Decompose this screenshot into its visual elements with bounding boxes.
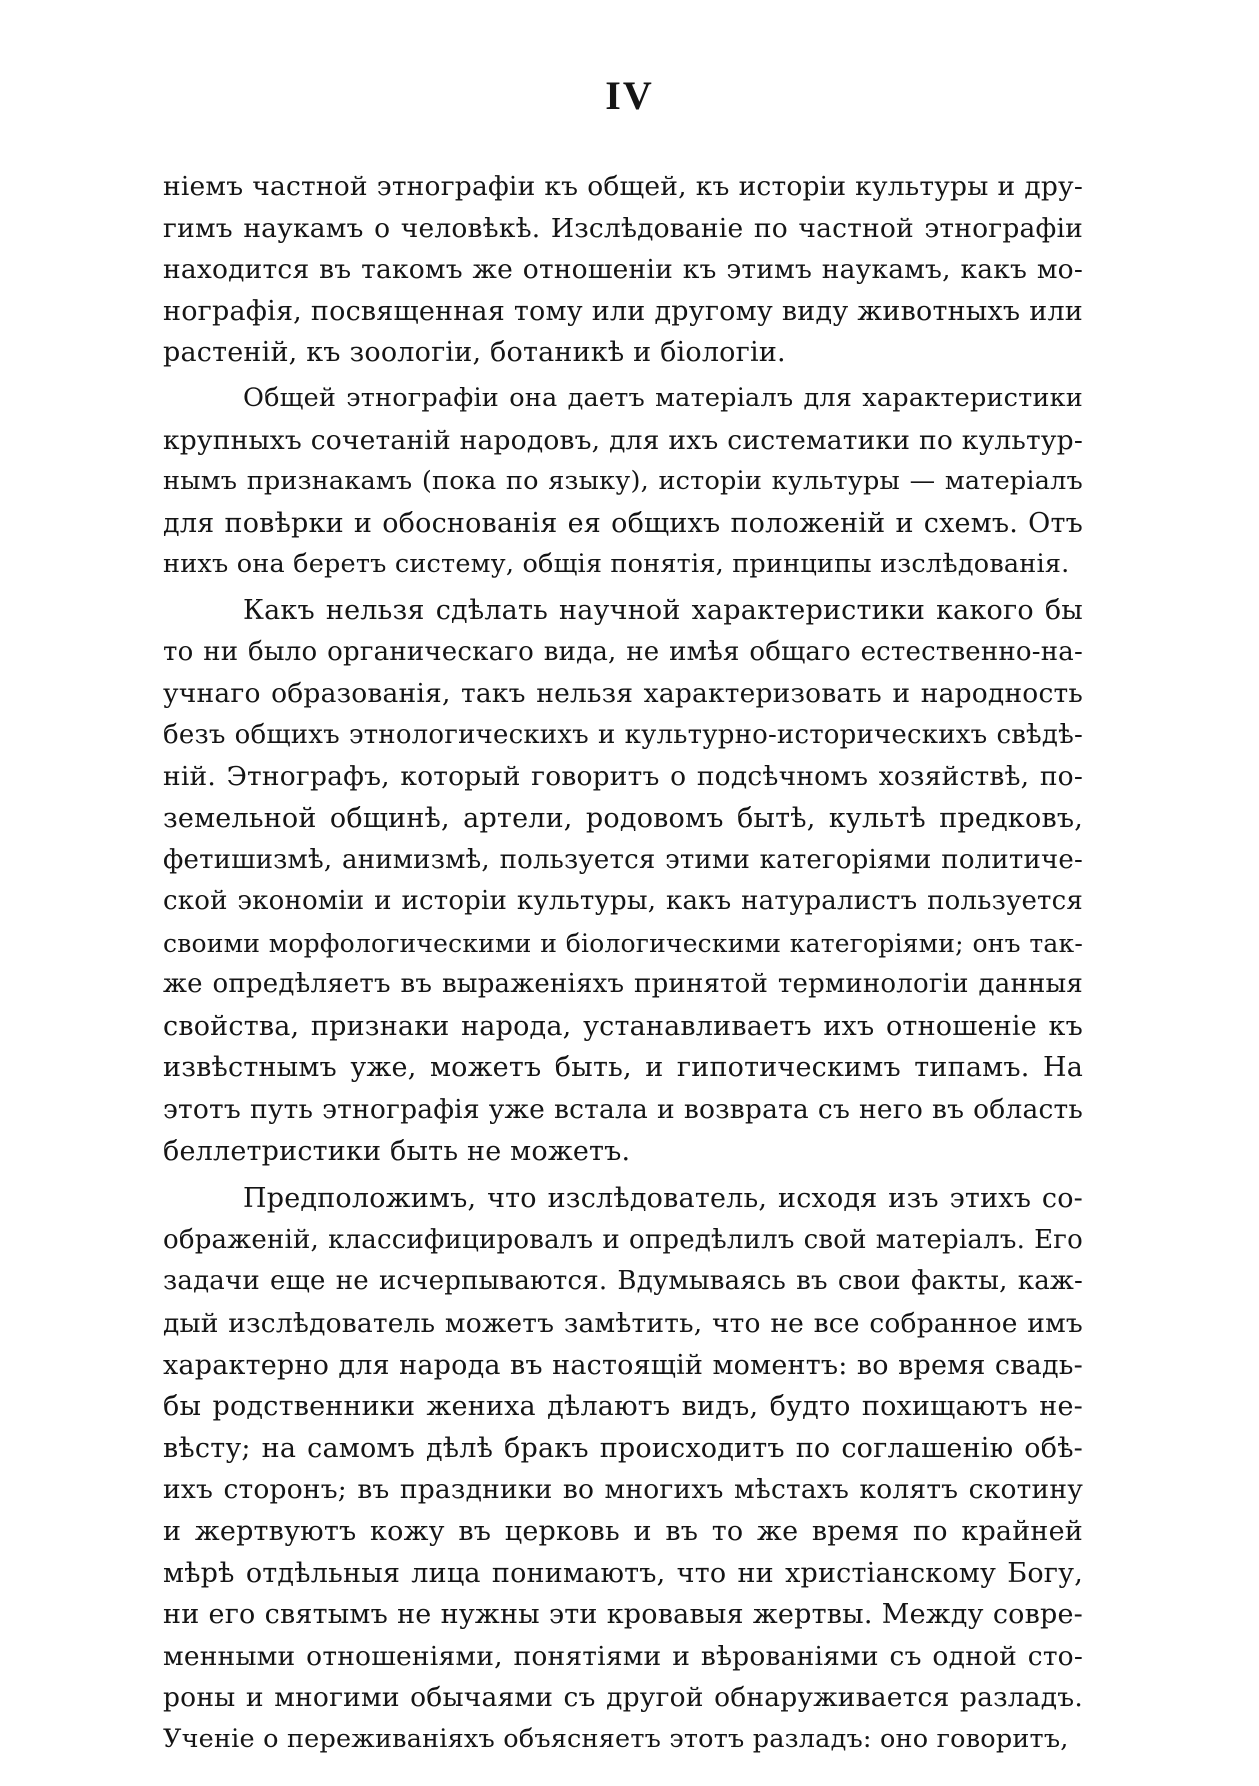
text-line: роны и многими обычаями съ другой обнаруживается разладъ.	[163, 1682, 1083, 1714]
text-line: свойства, признаки народа, устанавливаетъ ихъ отношеніе къ	[163, 1010, 1083, 1042]
paragraph	[163, 1178, 1083, 1760]
text-line: своими морфологическими и біологическими категоріями; онъ так-	[163, 928, 1083, 958]
text-line: растеній, къ зоологіи, ботаникѣ и біологіи.	[163, 337, 786, 369]
text-line: ской экономіи и исторіи культуры, какъ натуралистъ пользуется	[163, 886, 1083, 917]
text-line: ихъ сторонъ; въ праздники во многихъ мѣстахъ колятъ скотину	[163, 1474, 1083, 1506]
text-line: Предположимъ, что изслѣдователь, исходя изъ этихъ со-	[243, 1183, 1083, 1215]
text-line: земельной общинѣ, артели, родовомъ бытѣ, культѣ предковъ,	[163, 802, 1083, 834]
paragraph	[163, 378, 1083, 586]
text-line: мѣрѣ отдѣльныя лица понимаютъ, что ни христіанскому Богу,	[163, 1557, 1083, 1589]
text-line: этотъ путь этнографія уже встала и возврата съ него въ область	[163, 1094, 1083, 1126]
text-line: и жертвуютъ кожу въ церковь и въ то же время по крайней	[163, 1516, 1083, 1547]
text-line: ній. Этнографъ, который говоритъ о подсѣчномъ хозяйствѣ, по-	[163, 761, 1083, 793]
text-line: нографія, посвященная тому или другому виду животныхъ или	[163, 295, 1083, 327]
text-line: бы родственники жениха дѣлаютъ видъ, будто похищаютъ не-	[163, 1391, 1083, 1423]
text-line: Общей этнографіи она даетъ матеріалъ для характеристики	[243, 382, 1083, 413]
text-line: ни его святымъ не нужны эти кровавыя жертвы. Между совре-	[163, 1599, 1083, 1631]
paragraph	[163, 166, 1083, 374]
body-text	[163, 166, 1083, 1761]
text-line: характерно для народа въ настоящій моментъ: во время свадь-	[163, 1349, 1083, 1381]
text-line: ніемъ частной этнографіи къ общей, къ исторіи культуры и дру-	[163, 171, 1083, 202]
text-line: Какъ нельзя сдѣлать научной характеристики какого бы	[243, 594, 1083, 626]
text-line: менными отношеніями, понятіями и вѣрованіями съ одной сто-	[163, 1640, 1083, 1672]
text-line: беллетристики быть не можетъ.	[163, 1135, 631, 1167]
text-line: нихъ она беретъ систему, общія понятія, принципы изслѣдованія.	[163, 549, 1070, 580]
text-line: учнаго образованія, такъ нельзя характеризовать и народность	[163, 678, 1083, 710]
text-line: задачи еще не исчерпываются. Вдумываясь въ свои факты, каж-	[163, 1266, 1083, 1297]
text-line: гимъ наукамъ о человѣкѣ. Изслѣдованіе по частной этнографіи	[163, 212, 1083, 244]
text-line: же опредѣляетъ въ выраженіяхъ принятой терминологіи данныя	[163, 969, 1083, 1000]
text-line: для повѣрки и обоснованія ея общихъ положеній и схемъ. Отъ	[163, 507, 1083, 539]
paragraph	[163, 590, 1083, 1172]
text-line: фетишизмѣ, анимизмѣ, пользуется этими категоріями политиче-	[163, 844, 1083, 875]
text-line: нымъ признакамъ (пока по языку), исторіи культуры — матеріалъ	[163, 466, 1083, 497]
text-line: крупныхъ сочетаній народовъ, для ихъ систематики по культур-	[163, 424, 1083, 456]
page-number: IV	[605, 73, 654, 118]
text-line: извѣстнымъ уже, можетъ быть, и гипотическимъ типамъ. На	[163, 1052, 1083, 1084]
text-line: то ни было органическаго вида, не имѣя общаго естественно-на-	[163, 636, 1083, 667]
text-line: Ученіе о переживаніяхъ объясняетъ этотъ разладъ: оно говоритъ,	[163, 1723, 1069, 1754]
text-line: ображеній, классифицировалъ и опредѣлилъ свой матеріалъ. Его	[163, 1224, 1083, 1255]
text-line: безъ общихъ этнологическихъ и культурно-историческихъ свѣдѣ-	[163, 719, 1083, 750]
text-line: дый изслѣдователь можетъ замѣтить, что не все собранное имъ	[163, 1308, 1083, 1340]
text-line: вѣсту; на самомъ дѣлѣ бракъ происходитъ по соглашенію обѣ-	[163, 1432, 1083, 1464]
text-line: находится въ такомъ же отношеніи къ этимъ наукамъ, какъ мо-	[163, 254, 1083, 286]
